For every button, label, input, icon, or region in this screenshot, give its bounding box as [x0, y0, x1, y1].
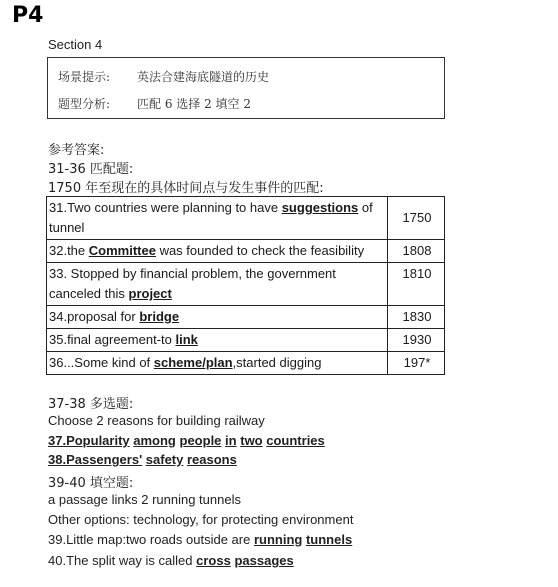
fill-heading: 39-40 填空题:: [48, 476, 134, 491]
choice-answer-37: 37.Popularity among people in two countries: [48, 433, 325, 448]
table-cell-event: 31.Two countries were planning to have suggestions of tunnel: [47, 197, 388, 240]
table-row: [47, 352, 445, 375]
type-value: 匹配 6 选择 2 填空 2: [137, 97, 251, 111]
match-table: [46, 196, 445, 375]
table-cell-year: 1930: [388, 329, 445, 352]
match-subheading: 1750 年至现在的具体时间点与发生事件的匹配:: [48, 181, 324, 196]
choice-prompt: Choose 2 reasons for building railway: [48, 413, 265, 428]
table-cell-event: 34.proposal for bridge: [47, 306, 388, 329]
table-cell-year: 1750: [388, 197, 445, 240]
match-heading: 31-36 匹配题:: [48, 162, 134, 177]
answer-keyword: bridge: [139, 309, 180, 324]
table-cell-year: 197*: [388, 352, 445, 375]
answer-keyword: tunnels: [305, 532, 353, 547]
table-cell-event: 35.final agreement-to link: [47, 329, 388, 352]
fill-answer-40: 40.The split way is called cross passages: [48, 553, 294, 568]
choice-answer-38: 38.Passengers' safety reasons: [48, 452, 237, 467]
answer-keyword: suggestions: [281, 200, 359, 215]
answer-keyword: Committee: [88, 243, 156, 258]
fill-line-1: a passage links 2 running tunnels: [48, 492, 241, 507]
answer-keyword: running: [253, 532, 303, 547]
scene-value: 英法合建海底隧道的历史: [137, 70, 270, 84]
scene-box: [47, 57, 445, 119]
answer-keyword: cross: [196, 553, 231, 568]
table-row: [47, 329, 445, 352]
table-cell-event: 32.the Committee was founded to check the feasibility: [47, 240, 388, 263]
table-row: [47, 263, 445, 306]
answer-keyword: scheme/plan: [153, 355, 233, 370]
answer-keyword: project: [128, 286, 172, 301]
page-label: P4: [12, 3, 44, 28]
table-cell-event: 36...Some kind of scheme/plan,started digging: [47, 352, 388, 375]
type-key: 题型分析:: [58, 97, 111, 111]
scene-row: [58, 68, 269, 85]
table-row: [47, 240, 445, 263]
table-cell-year: 1830: [388, 306, 445, 329]
fill-answer-39: 39.Little map:two roads outside are running tunnels: [48, 532, 353, 547]
table-row: [47, 197, 445, 240]
table-cell-event: 33. Stopped by financial problem, the government canceled this project: [47, 263, 388, 306]
choice-heading: 37-38 多选题:: [48, 397, 134, 412]
type-row: [58, 95, 251, 112]
answer-keyword: passages: [234, 553, 294, 568]
answer-keyword: link: [175, 332, 198, 347]
table-cell-year: 1808: [388, 240, 445, 263]
scene-key: 场景提示:: [58, 70, 111, 84]
table-row: [47, 306, 445, 329]
answers-heading: 参考答案:: [48, 143, 105, 158]
section-title: Section 4: [48, 37, 103, 52]
fill-line-2: Other options: technology, for protecting environment: [48, 512, 354, 527]
table-cell-year: 1810: [388, 263, 445, 306]
